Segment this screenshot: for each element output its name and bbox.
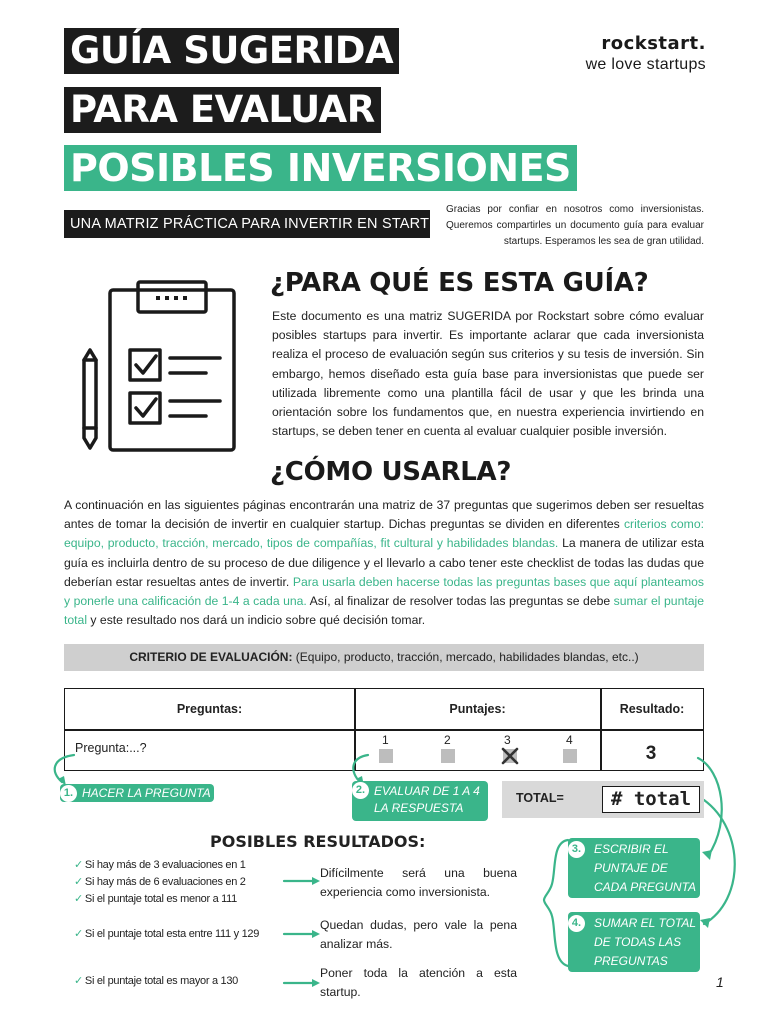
- score-label-1: 1: [382, 733, 389, 747]
- score-label-3: 3: [504, 733, 511, 747]
- step-2-pill: [352, 781, 488, 821]
- step-1-label: HACER LA PREGUNTA: [82, 786, 211, 800]
- condition-1a: ✓ Si hay más de 3 evaluaciones en 1: [74, 859, 246, 871]
- brand-name: rockstart.: [601, 33, 706, 54]
- page-number: 1: [716, 974, 724, 990]
- brand-tagline: we love startups: [585, 56, 706, 73]
- section-heading-howto: ¿CÓMO USARLA?: [270, 457, 512, 487]
- header-preguntas: Preguntas:: [176, 702, 243, 716]
- check-icon: ✓: [74, 975, 83, 987]
- check-icon: ✓: [74, 928, 83, 940]
- total-value-field[interactable]: # total: [602, 786, 700, 813]
- howto-text-2: La manera de utilizar esta guía es incluirla dentro de su proceso de due diligence y el llevarlo a cabo tener este checklist de todas las dudas que deberían estar resueltas antes de invertir.: [64, 536, 704, 589]
- howto-scoring-highlight: Para usarla deben hacerse todas las preguntas bases que aquí planteamos y ponerle una calificación de 1-4 a cada una.: [64, 574, 704, 609]
- intro-text: Gracias por confiar en nosotros como inversionistas. Queremos compartirles un documento guía para evaluar startups. Esperamos les sea de gran utilidad.: [446, 204, 704, 247]
- criterio-label: CRITERIO DE EVALUACIÓN:: [129, 650, 293, 664]
- step-4-pill: [568, 912, 700, 972]
- header-resultado: Resultado:: [619, 702, 685, 716]
- section-heading-purpose: ¿PARA QUÉ ES ESTA GUÍA?: [270, 268, 649, 298]
- howto-total-highlight: sumar el puntaje total: [64, 594, 704, 628]
- step-1-number: 1.: [60, 785, 77, 802]
- condition-1c: ✓ Si el puntaje total es menor a 111: [74, 893, 237, 905]
- example-question: Pregunta:...?: [75, 741, 147, 755]
- outcome-2: Quedan dudas, pero vale la pena analizar más.: [320, 918, 517, 951]
- check-icon: ✓: [74, 876, 83, 888]
- outcome-1: Difícilmente será una buena experiencia como inversionista.: [320, 866, 517, 899]
- outcome-3: Poner toda la atención a esta startup.: [320, 966, 517, 999]
- score-label-4: 4: [566, 733, 573, 747]
- step-4-number: 4.: [568, 915, 585, 932]
- condition-2: ✓ Si el puntaje total esta entre 111 y 129: [74, 928, 260, 940]
- step-2-label: EVALUAR DE 1 A 4 LA RESPUESTA: [374, 784, 480, 815]
- howto-text-3: Así, al finalizar de resolver todas las preguntas se debe: [306, 594, 614, 609]
- score-label-2: 2: [444, 733, 451, 747]
- howto-text-4: y este resultado nos dará un indicio sobre qué decisión tomar.: [87, 613, 426, 628]
- howto-criteria-highlight: criterios como: equipo, producto, tracción, mercado, tipos de compañías, fit cultural y habilidades blandas.: [64, 517, 704, 551]
- title-line-3: POSIBLES INVERSIONES: [64, 145, 577, 191]
- check-icon: ✓: [74, 893, 83, 905]
- step-3-pill: [568, 838, 700, 898]
- title-line-2: PARA EVALUAR: [64, 87, 381, 133]
- step-1-pill: [60, 784, 214, 802]
- check-icon: ✓: [74, 859, 83, 871]
- step-4-label: SUMAR EL TOTAL DE TODAS LAS PREGUNTAS: [594, 916, 697, 968]
- total-box: [502, 781, 704, 818]
- header-puntajes: Puntajes:: [449, 702, 506, 716]
- example-result: 3: [645, 743, 657, 764]
- results-heading: POSIBLES RESULTADOS:: [210, 832, 426, 851]
- condition-3: ✓ Si el puntaje total es mayor a 130: [74, 975, 238, 987]
- total-label: TOTAL=: [516, 791, 564, 805]
- criterio-examples: (Equipo, producto, tracción, mercado, habilidades blandas, etc..): [292, 650, 639, 664]
- step-3-number: 3.: [568, 841, 585, 858]
- subtitle-banner: UNA MATRIZ PRÁCTICA PARA INVERTIR EN STARTUPS: [64, 210, 430, 238]
- title-line-1: GUÍA SUGERIDA: [64, 28, 399, 74]
- step-3-label: ESCRIBIR EL PUNTAJE DE CADA PREGUNTA: [594, 842, 697, 894]
- condition-1b: ✓ Si hay más de 6 evaluaciones en 2: [74, 876, 246, 888]
- purpose-paragraph: Este documento es una matriz SUGERIDA por Rockstart sobre cómo evaluar posibles startups para invertir. Es importante aclarar que cada inversionista realiza el proceso de evaluación según sus criterios y su tesis de inversión. Sin embargo, hemos diseñado esta guía base para inversionistas que puede ser utilizada libremente como una plantilla fácil de usar y que les brinda una orientación sobre los fundamentos que, en nuestra experiencia invirtiendo en startups, se deben tener en cuenta al evaluar cualquier posible inversión.: [272, 309, 704, 439]
- howto-text-1: A continuación en las siguientes páginas encontrarán una matriz de 37 preguntas que sugerimos deben ser resueltas antes de tomar la decisión de invertir en cualquier startup. Dichas preguntas se dividen en diferentes: [64, 498, 704, 532]
- step-2-number: 2.: [352, 782, 369, 799]
